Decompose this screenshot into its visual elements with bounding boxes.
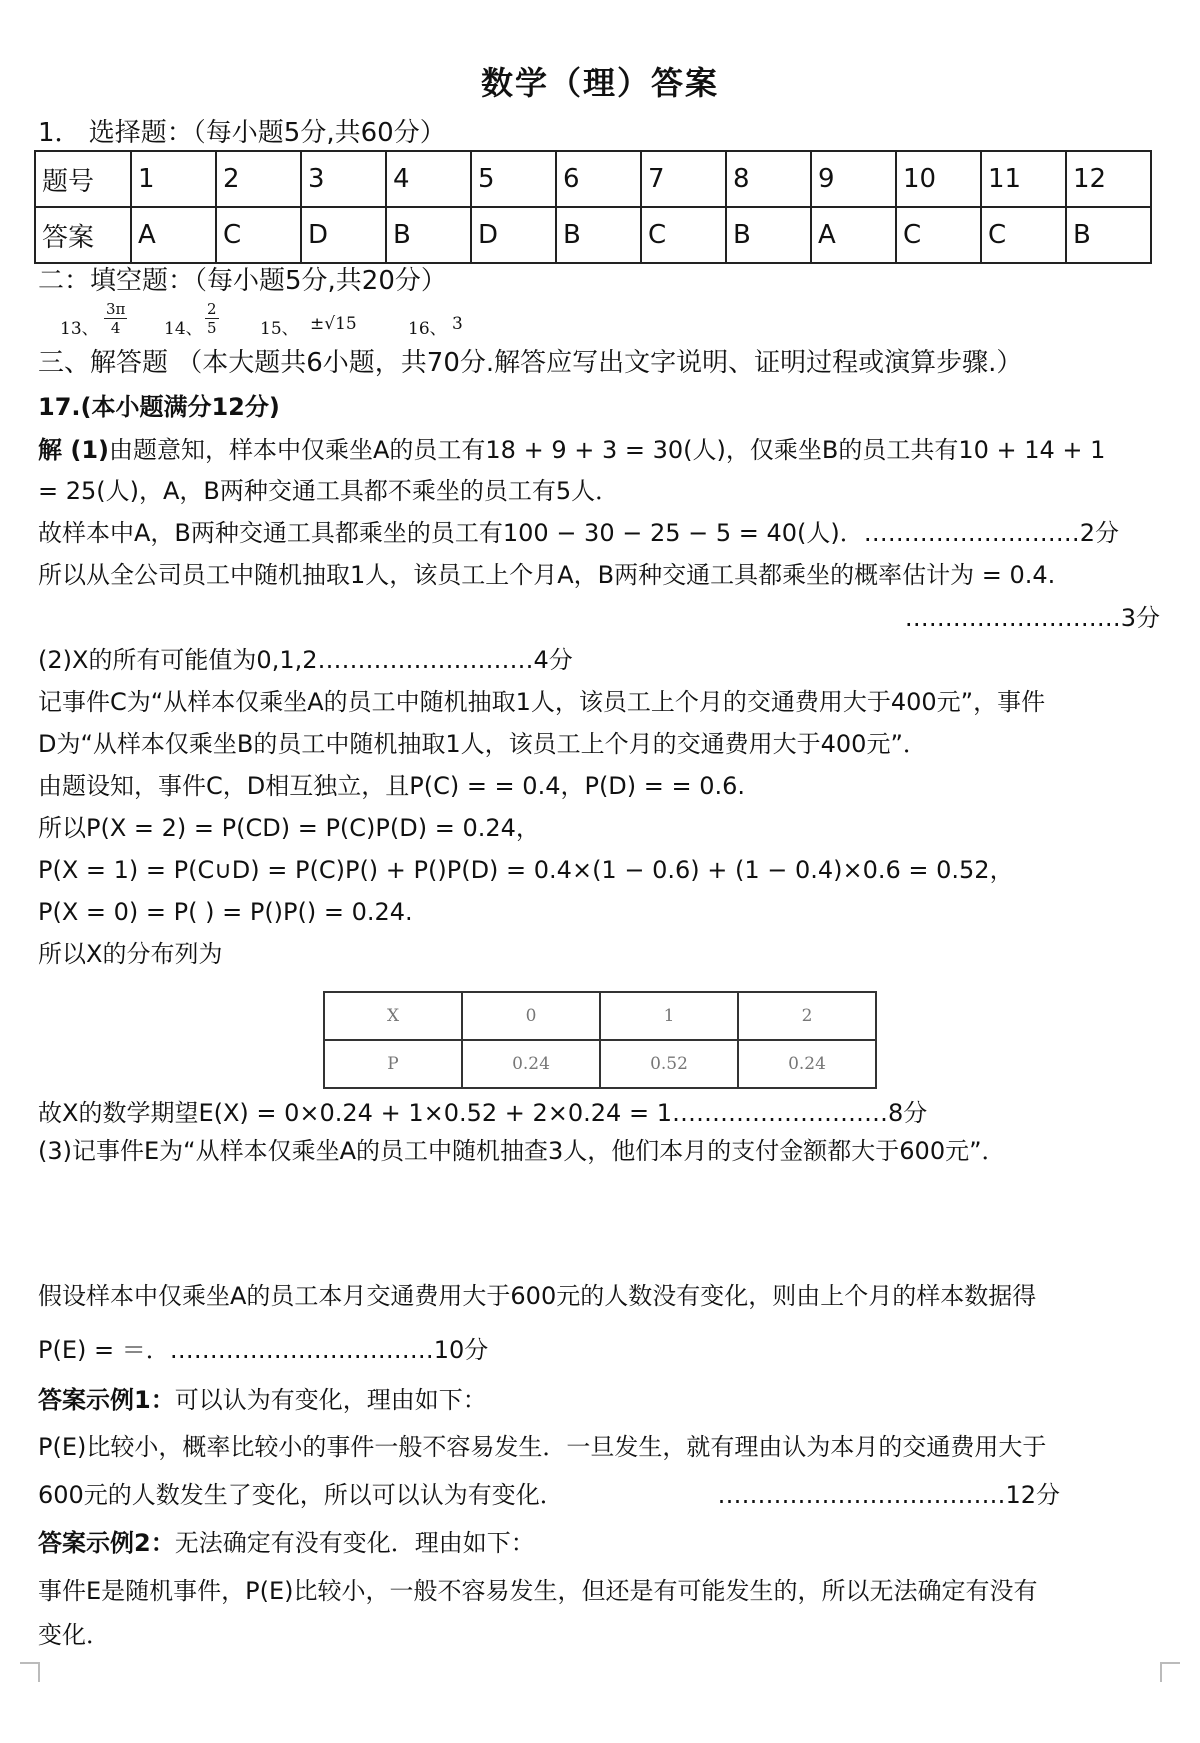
page-corner-mark-left: [20, 1662, 40, 1682]
question-number: 4: [386, 151, 471, 207]
example1-label: 答案示例1：: [38, 1386, 175, 1414]
solution-line: 事件E是随机事件，P(E)比较小，一般不容易发生，但还是有可能发生的，所以无法确定有没有: [38, 1577, 1038, 1605]
choice-answer: C: [896, 207, 981, 263]
question-number: 5: [471, 151, 556, 207]
solution-line: 记事件C为“从样本仅乘坐A的员工中随机抽取1人，该员工上个月的交通费用大于400元”，事件: [38, 688, 1046, 716]
part1-label: 解 (1): [38, 436, 109, 464]
q15-label: 15、: [260, 319, 299, 339]
q17-title: 17.(本小题满分12分): [38, 393, 280, 421]
choice-answer: B: [556, 207, 641, 263]
q14-denominator: 5: [207, 319, 217, 337]
choice-answer: C: [981, 207, 1066, 263]
q13-fraction: [104, 300, 127, 337]
choice-answer: B: [386, 207, 471, 263]
choice-answer: C: [641, 207, 726, 263]
page-title: 数学（理）答案: [480, 64, 719, 102]
distribution-table: [323, 991, 877, 1089]
row-header-answer: 答案: [35, 207, 131, 263]
number-row: [35, 151, 1151, 207]
solution-line: 故样本中A，B两种交通工具都乘坐的员工有100 − 30 − 25 − 5 = 40(人)．………………………2分: [38, 519, 1120, 547]
solution-line: P(X = 1) = P(C∪D) = P(C)P() + P()P(D) = 0.4×(1 − 0.6) + (1 − 0.4)×0.6 = 0.52，: [38, 856, 1014, 884]
part1-text: 由题意知，样本中仅乘坐A的员工有18 + 9 + 3 = 30(人)，仅乘坐B的员工共有10 + 14 + 1: [109, 436, 1106, 464]
solution-line: 所以从全公司员工中随机抽取1人，该员工上个月A，B两种交通工具都乘坐的概率估计为 = 0.4.: [38, 561, 1056, 589]
choice-answer: B: [726, 207, 811, 263]
section2-heading: 二：填空题：（每小题5分,共20分）: [38, 266, 447, 296]
solution-line: 故X的数学期望E(X) = 0×0.24 + 1×0.52 + 2×0.24 = 1………………………8分: [38, 1099, 928, 1127]
section3-heading: 三、解答题 （本大题共6小题，共70分.解答应写出文字说明、证明过程或演算步骤.）: [38, 348, 1023, 378]
dist-p-value: 0.24: [738, 1040, 876, 1088]
solution-line: D为“从样本仅乘坐B的员工中随机抽取1人，该员工上个月的交通费用大于400元”．: [38, 730, 927, 758]
dist-x-value: 1: [600, 992, 738, 1040]
solution-line: (3)记事件E为“从样本仅乘坐A的员工中随机抽查3人，他们本月的支付金额都大于600元”．: [38, 1137, 1006, 1165]
dist-p-row: [324, 1040, 876, 1088]
question-number: 10: [896, 151, 981, 207]
dist-x-label: X: [324, 992, 462, 1040]
question-number: 8: [726, 151, 811, 207]
choice-answer: C: [216, 207, 301, 263]
dist-x-row: [324, 992, 876, 1040]
section1-heading: 1． 选择题：（每小题5分,共60分）: [38, 118, 446, 148]
solution-line: 由题设知，事件C，D相互独立，且P(C) = = 0.4，P(D) = = 0.6.: [38, 772, 746, 800]
choice-answer: A: [131, 207, 216, 263]
example2-line: [38, 1528, 535, 1558]
q13-label: 13、: [60, 319, 99, 339]
dist-x-value: 0: [462, 992, 600, 1040]
q14-numerator: 2: [207, 300, 217, 318]
dist-p-value: 0.52: [600, 1040, 738, 1088]
q14-fraction: [205, 300, 219, 337]
choice-answer: B: [1066, 207, 1151, 263]
q16-answer: 3: [452, 314, 463, 334]
score-marker: ………………………………12分: [717, 1481, 1060, 1509]
dist-p-label: P: [324, 1040, 462, 1088]
row-header-number: 题号: [35, 151, 131, 207]
example1-line: [38, 1385, 487, 1415]
solution-line: 600元的人数发生了变化，所以可以认为有变化．: [38, 1481, 564, 1509]
choice-answer: D: [301, 207, 386, 263]
solution-line: 所以P(X = 2) = P(CD) = P(C)P(D) = 0.24，: [38, 814, 540, 842]
question-number: 2: [216, 151, 301, 207]
question-number: 9: [811, 151, 896, 207]
solution-line: (2)X的所有可能值为0,1,2………………………4分: [38, 646, 573, 674]
choice-answer: D: [471, 207, 556, 263]
example2-label: 答案示例2：: [38, 1529, 175, 1557]
solution-line: [38, 435, 1105, 465]
q13-denominator: 4: [110, 319, 121, 337]
q14-label: 14、: [164, 319, 203, 339]
q16-label: 16、: [408, 319, 447, 339]
dist-p-value: 0.24: [462, 1040, 600, 1088]
solution-line: 假设样本中仅乘坐A的员工本月交通费用大于600元的人数没有变化，则由上个月的样本数据得: [38, 1282, 1037, 1310]
score-marker: ………………………3分: [904, 604, 1160, 632]
solution-line: P(E) = ＝．……………………………10分: [38, 1336, 489, 1364]
solution-line: 变化．: [38, 1621, 110, 1649]
page-corner-mark-right: [1160, 1662, 1180, 1682]
question-number: 1: [131, 151, 216, 207]
q13-numerator: 3π: [106, 300, 126, 318]
example1-text: 可以认为有变化，理由如下：: [174, 1386, 487, 1414]
dist-x-value: 2: [738, 992, 876, 1040]
question-number: 6: [556, 151, 641, 207]
choice-answer-table: [34, 150, 1152, 264]
choice-answer: A: [811, 207, 896, 263]
solution-line: 所以X的分布列为: [38, 940, 223, 968]
question-number: 12: [1066, 151, 1151, 207]
question-number: 11: [981, 151, 1066, 207]
question-number: 3: [301, 151, 386, 207]
q15-answer: ±√15: [310, 314, 357, 334]
example2-text: 无法确定有没有变化．理由如下：: [174, 1529, 535, 1557]
answer-row: [35, 207, 1151, 263]
solution-line: P(E)比较小，概率比较小的事件一般不容易发生．一旦发生，就有理由认为本月的交通费用大于: [38, 1433, 1047, 1461]
solution-line: = 25(人)，A，B两种交通工具都不乘坐的员工有5人．: [38, 477, 620, 505]
question-number: 7: [641, 151, 726, 207]
solution-line: P(X = 0) = P( ) = P()P() = 0.24.: [38, 898, 413, 926]
